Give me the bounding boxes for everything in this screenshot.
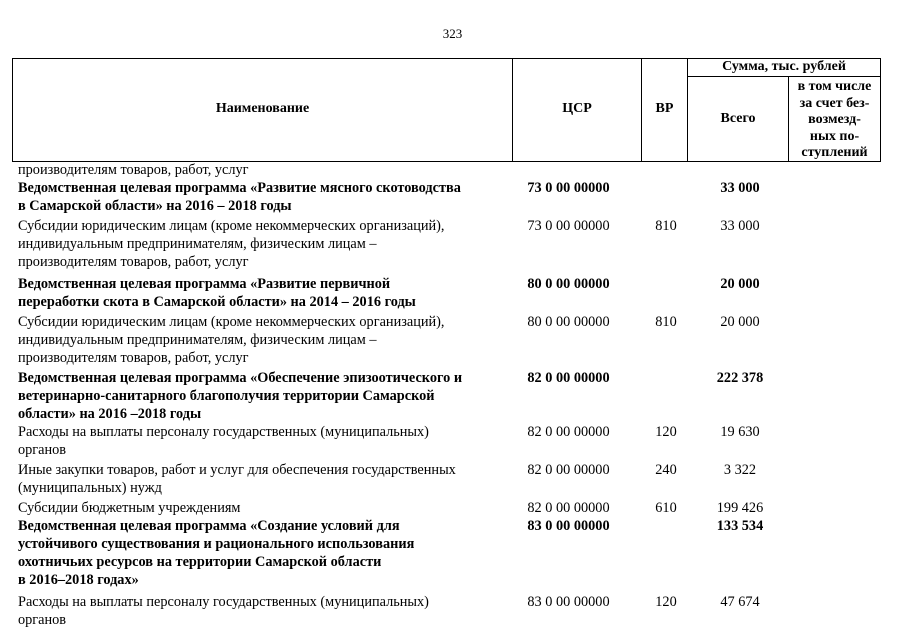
row-name-line: органов [18,442,67,458]
row-name-line: области» на 2016 –2018 годы [18,406,202,422]
table-row [18,161,888,179]
row-name-line: индивидуальным предпринимателям, физическим лицам – [18,332,377,348]
row-name-line: Субсидии бюджетным учреждениям [18,500,241,516]
table-row [18,499,888,517]
row-total: 199 426 [716,500,764,516]
row-name-line: индивидуальным предпринимателям, физическим лицам – [18,236,377,252]
row-name-line: Субсидии юридическим лицам (кроме некоммерческих организаций), [18,314,445,330]
row-name-line: ветеринарно-санитарного благополучия территории Самарской [18,388,435,404]
row-vr: 120 [655,594,677,610]
row-name-line: Иные закупки товаров, работ и услуг для обеспечения государственных [18,462,456,478]
header-gratuitous [788,79,881,162]
row-name-line: Ведомственная целевая программа «Развитие мясного скотоводства [18,180,461,196]
row-total: 133 534 [716,518,764,534]
row-name-line: Ведомственная целевая программа «Создание условий для [18,518,400,534]
row-total: 33 000 [720,218,760,234]
row-name-line: производителям товаров, работ, услуг [18,350,249,366]
row-csr: 82 0 00 00000 [527,370,610,386]
header-total: Всего [720,111,756,126]
row-total: 3 322 [723,462,757,478]
table-row [18,593,888,629]
table-row [18,517,888,589]
row-csr: 82 0 00 00000 [527,462,610,478]
row-name [18,217,504,271]
row-name-line: охотничьих ресурсов на территории Самарской области [18,554,382,570]
table-row [18,275,888,311]
header-vr: ВР [655,101,674,116]
row-name [18,461,504,497]
row-name-line: в Самарской области» на 2016 – 2018 годы [18,198,292,214]
row-csr: 82 0 00 00000 [527,500,610,516]
table-body [18,162,888,629]
row-csr: 73 0 00 00000 [527,180,610,196]
row-name-line: Ведомственная целевая программа «Обеспечение эпизоотического и [18,370,463,386]
row-name-line: в 2016–2018 годах» [18,572,139,588]
row-total: 19 630 [720,424,760,440]
row-vr: 810 [655,314,677,330]
header-gratuitous-line: ступлений [801,145,868,160]
row-name-line: Расходы на выплаты персоналу государственных (муниципальных) [18,594,429,610]
row-name-line: Субсидии юридическим лицам (кроме некоммерческих организаций), [18,218,445,234]
row-name [18,593,504,629]
header-sum: Сумма, тыс. рублей [722,59,846,74]
row-name-line: Расходы на выплаты персоналу государственных (муниципальных) [18,424,429,440]
row-name [18,161,504,179]
row-name [18,423,504,459]
row-total: 20 000 [720,276,760,292]
page-number: 323 [442,26,463,41]
row-vr: 610 [655,500,677,516]
header-gratuitous-line: ных по- [809,128,860,144]
row-name-line: органов [18,612,67,628]
row-total: 33 000 [720,180,760,196]
row-name-line: производителям товаров, работ, услуг [18,162,249,178]
table-row [18,179,888,215]
row-csr: 80 0 00 00000 [527,314,610,330]
row-name-line: переработки скота в Самарской области» на 2014 – 2016 годы [18,294,416,310]
row-total: 222 378 [716,370,764,386]
row-total: 47 674 [720,594,760,610]
table-row [18,313,888,367]
row-csr: 80 0 00 00000 [527,276,610,292]
header-gratuitous-line: возмезд- [808,112,861,127]
row-name-line: устойчивого существования и рационального использования [18,536,415,552]
row-name-line: (муниципальных) нужд [18,480,162,496]
row-vr: 240 [655,462,677,478]
row-csr: 82 0 00 00000 [527,424,610,440]
row-vr: 810 [655,218,677,234]
row-name [18,499,504,517]
header-gratuitous-line: за счет без- [799,95,870,111]
row-name [18,179,504,215]
table-row [18,217,888,271]
row-name [18,369,504,423]
row-name [18,517,504,589]
table-row [18,423,888,459]
header-gratuitous-line: в том числе [797,79,872,94]
row-csr: 73 0 00 00000 [527,218,610,234]
row-csr: 83 0 00 00000 [527,518,610,534]
row-total: 20 000 [720,314,760,330]
table-row [18,461,888,497]
row-name-line: Ведомственная целевая программа «Развитие первичной [18,276,391,292]
row-name [18,313,504,367]
row-vr: 120 [655,424,677,440]
row-name [18,275,504,311]
header-csr: ЦСР [562,101,592,116]
row-name-line: производителям товаров, работ, услуг [18,254,249,270]
row-csr: 83 0 00 00000 [527,594,610,610]
header-name: Наименование [215,101,310,116]
table-row [18,369,888,423]
